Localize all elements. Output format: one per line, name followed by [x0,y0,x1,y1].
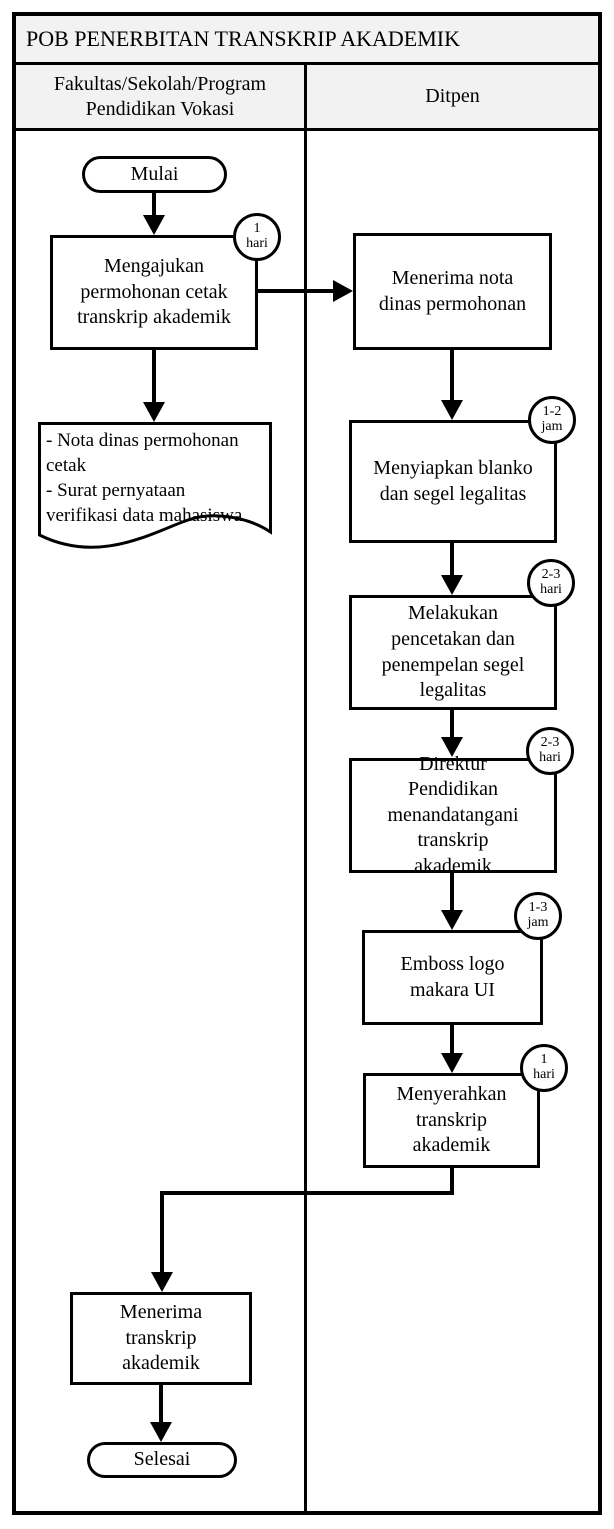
process-menerima-transkrip [70,1292,252,1385]
duration-unit: hari [540,582,562,597]
duration-badge-emboss [514,892,562,940]
duration-value: 2-3 [541,567,561,583]
document-line: - Surat pernyataan [46,480,186,502]
document-nota-dinas [38,422,272,572]
lane-header-row [16,65,598,131]
document-line: verifikasi data mahasiswa [46,505,243,527]
connector-menyerahkan-elbow-v2 [160,1191,164,1274]
connector-menyiapkan-melakukan [450,543,454,577]
duration-badge-direktur [526,727,574,775]
arrowhead-icon [441,1053,463,1073]
connector-start-mengajukan [152,193,156,217]
start-node-label: Mulai [130,162,179,185]
duration-badge-menyiapkan [528,396,576,444]
process-melakukan [349,595,557,710]
process-menerima-nota-label: Menerima nota dinas permohonan [378,266,527,315]
process-emboss [362,930,543,1025]
process-menyerahkan-label: Menyerahkan transkrip akademik [396,1083,507,1157]
arrowhead-icon [143,402,165,422]
lane-header-ditpen-label: Ditpen [425,85,480,107]
process-direktur-label: Direktur Pendidikan menandatangani transkrip akademik [387,752,519,877]
process-menerima-transkrip-label: Menerima transkrip akademik [119,1301,203,1375]
connector-menyerahkan-elbow-h [160,1191,454,1195]
duration-badge-mengajukan [233,213,281,261]
lane-header-fakultas [16,65,307,128]
connector-melakukan-direktur [450,710,454,739]
arrowhead-icon [333,280,353,302]
end-node [87,1442,237,1478]
process-menyerahkan [363,1073,540,1168]
process-menerima-nota [353,233,552,350]
process-mengajukan [50,235,258,350]
arrowhead-icon [143,215,165,235]
duration-unit: hari [539,750,561,765]
document-line: - Nota dinas permohonan [46,430,239,451]
document-line: cetak [46,455,87,477]
duration-unit: hari [246,236,268,251]
duration-value: 1-2 [542,404,562,420]
process-menyiapkan-label: Menyiapkan blanko dan segel legalitas [373,456,533,505]
title-row [16,16,598,65]
start-node [82,156,227,193]
document-text [46,428,264,528]
duration-badge-melakukan [527,559,575,607]
duration-value: 1-3 [528,900,548,916]
arrowhead-icon [150,1422,172,1442]
connector-emboss-menyerahkan [450,1025,454,1055]
connector-mengajukan-menerima-nota [258,289,335,293]
arrowhead-icon [441,400,463,420]
lane-header-ditpen [307,65,598,128]
duration-value: 2-3 [540,735,560,751]
duration-unit: jam [527,915,549,930]
arrowhead-icon [151,1272,173,1292]
process-mengajukan-label: Mengajukan permohonan cetak transkrip akademik [77,255,231,329]
arrowhead-icon [441,910,463,930]
page-title: POB PENERBITAN TRANSKRIP AKADEMIK [26,26,461,51]
duration-value: 1 [253,221,261,237]
process-emboss-label: Emboss logo makara UI [400,952,505,1001]
duration-unit: jam [541,419,563,434]
end-node-label: Selesai [133,1448,191,1471]
duration-value: 1 [540,1052,548,1068]
connector-mengajukan-dokumen [152,350,156,404]
lane-divider [304,131,307,1511]
process-menyiapkan [349,420,557,543]
arrowhead-icon [441,575,463,595]
lane-header-fakultas-label: Fakultas/Sekolah/Program Pendidikan Vokasi [53,72,267,120]
process-melakukan-label: Melakukan pencetakan dan penempelan segel legalitas [381,602,525,702]
connector-menerima-menyiapkan [450,350,454,402]
duration-badge-menyerahkan [520,1044,568,1092]
duration-unit: hari [533,1067,555,1082]
connector-menerima-selesai [159,1385,163,1424]
